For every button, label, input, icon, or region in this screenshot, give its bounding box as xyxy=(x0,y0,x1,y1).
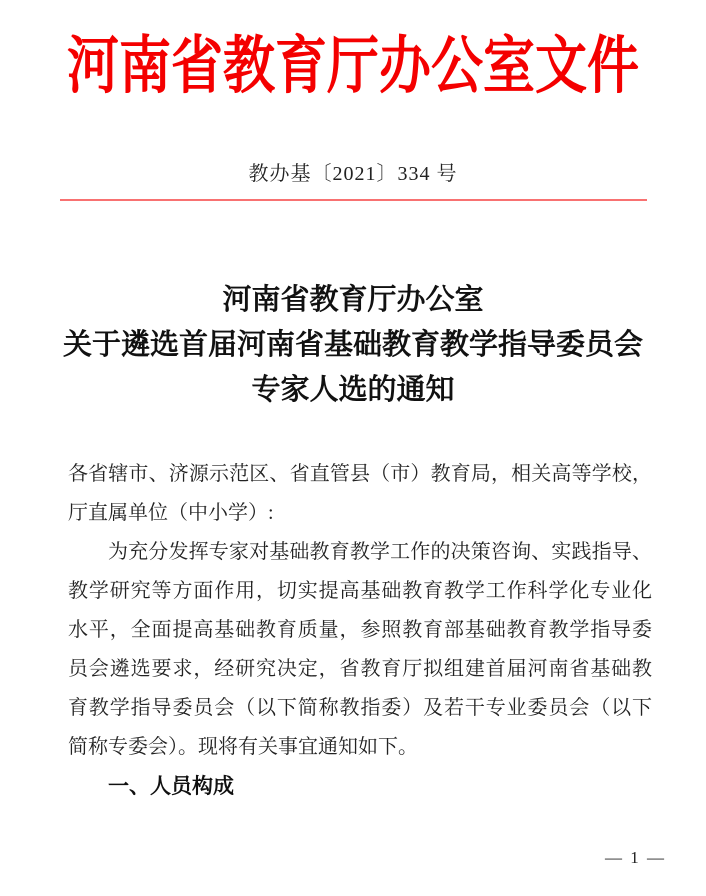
document-body xyxy=(68,455,652,806)
page-number: — 1 — xyxy=(605,848,666,867)
document-title xyxy=(0,278,706,413)
red-divider-line xyxy=(60,199,647,201)
document-title-line: 专家人选的通知 xyxy=(251,374,455,406)
body-text-line: 员会遴选要求，经研究决定，省教育厅拟组建首届河南省基础教 xyxy=(68,658,652,680)
document-title-line: 河南省教育厅办公室 xyxy=(222,284,484,316)
body-text-line: 厅直属单位（中小学）: xyxy=(68,502,274,524)
document-number: 教办基〔2021〕334 号 xyxy=(248,163,458,185)
body-text-line: 育教学指导委员会（以下简称教指委）及若干专业委员会（以下 xyxy=(68,697,652,719)
body-text-line: 为充分发挥专家对基础教育教学工作的决策咨询、实践指导、 xyxy=(108,541,652,563)
body-text-line: 教学研究等方面作用，切实提高基础教育教学工作科学化专业化 xyxy=(68,580,652,602)
body-text-line: 简称专委会）。现将有关事宜通知如下。 xyxy=(68,736,418,758)
section-heading: 一、人员构成 xyxy=(108,775,234,798)
body-text-line: 各省辖市、济源示范区、省直管县（市）教育局，相关高等学校， xyxy=(68,463,652,485)
body-text-line: 水平，全面提高基础教育质量，参照教育部基础教育教学指导委 xyxy=(68,619,652,641)
masthead-title: 河南省教育厅办公室文件 xyxy=(66,33,639,102)
document-title-line: 关于遴选首届河南省基础教育教学指导委员会 xyxy=(62,329,643,361)
